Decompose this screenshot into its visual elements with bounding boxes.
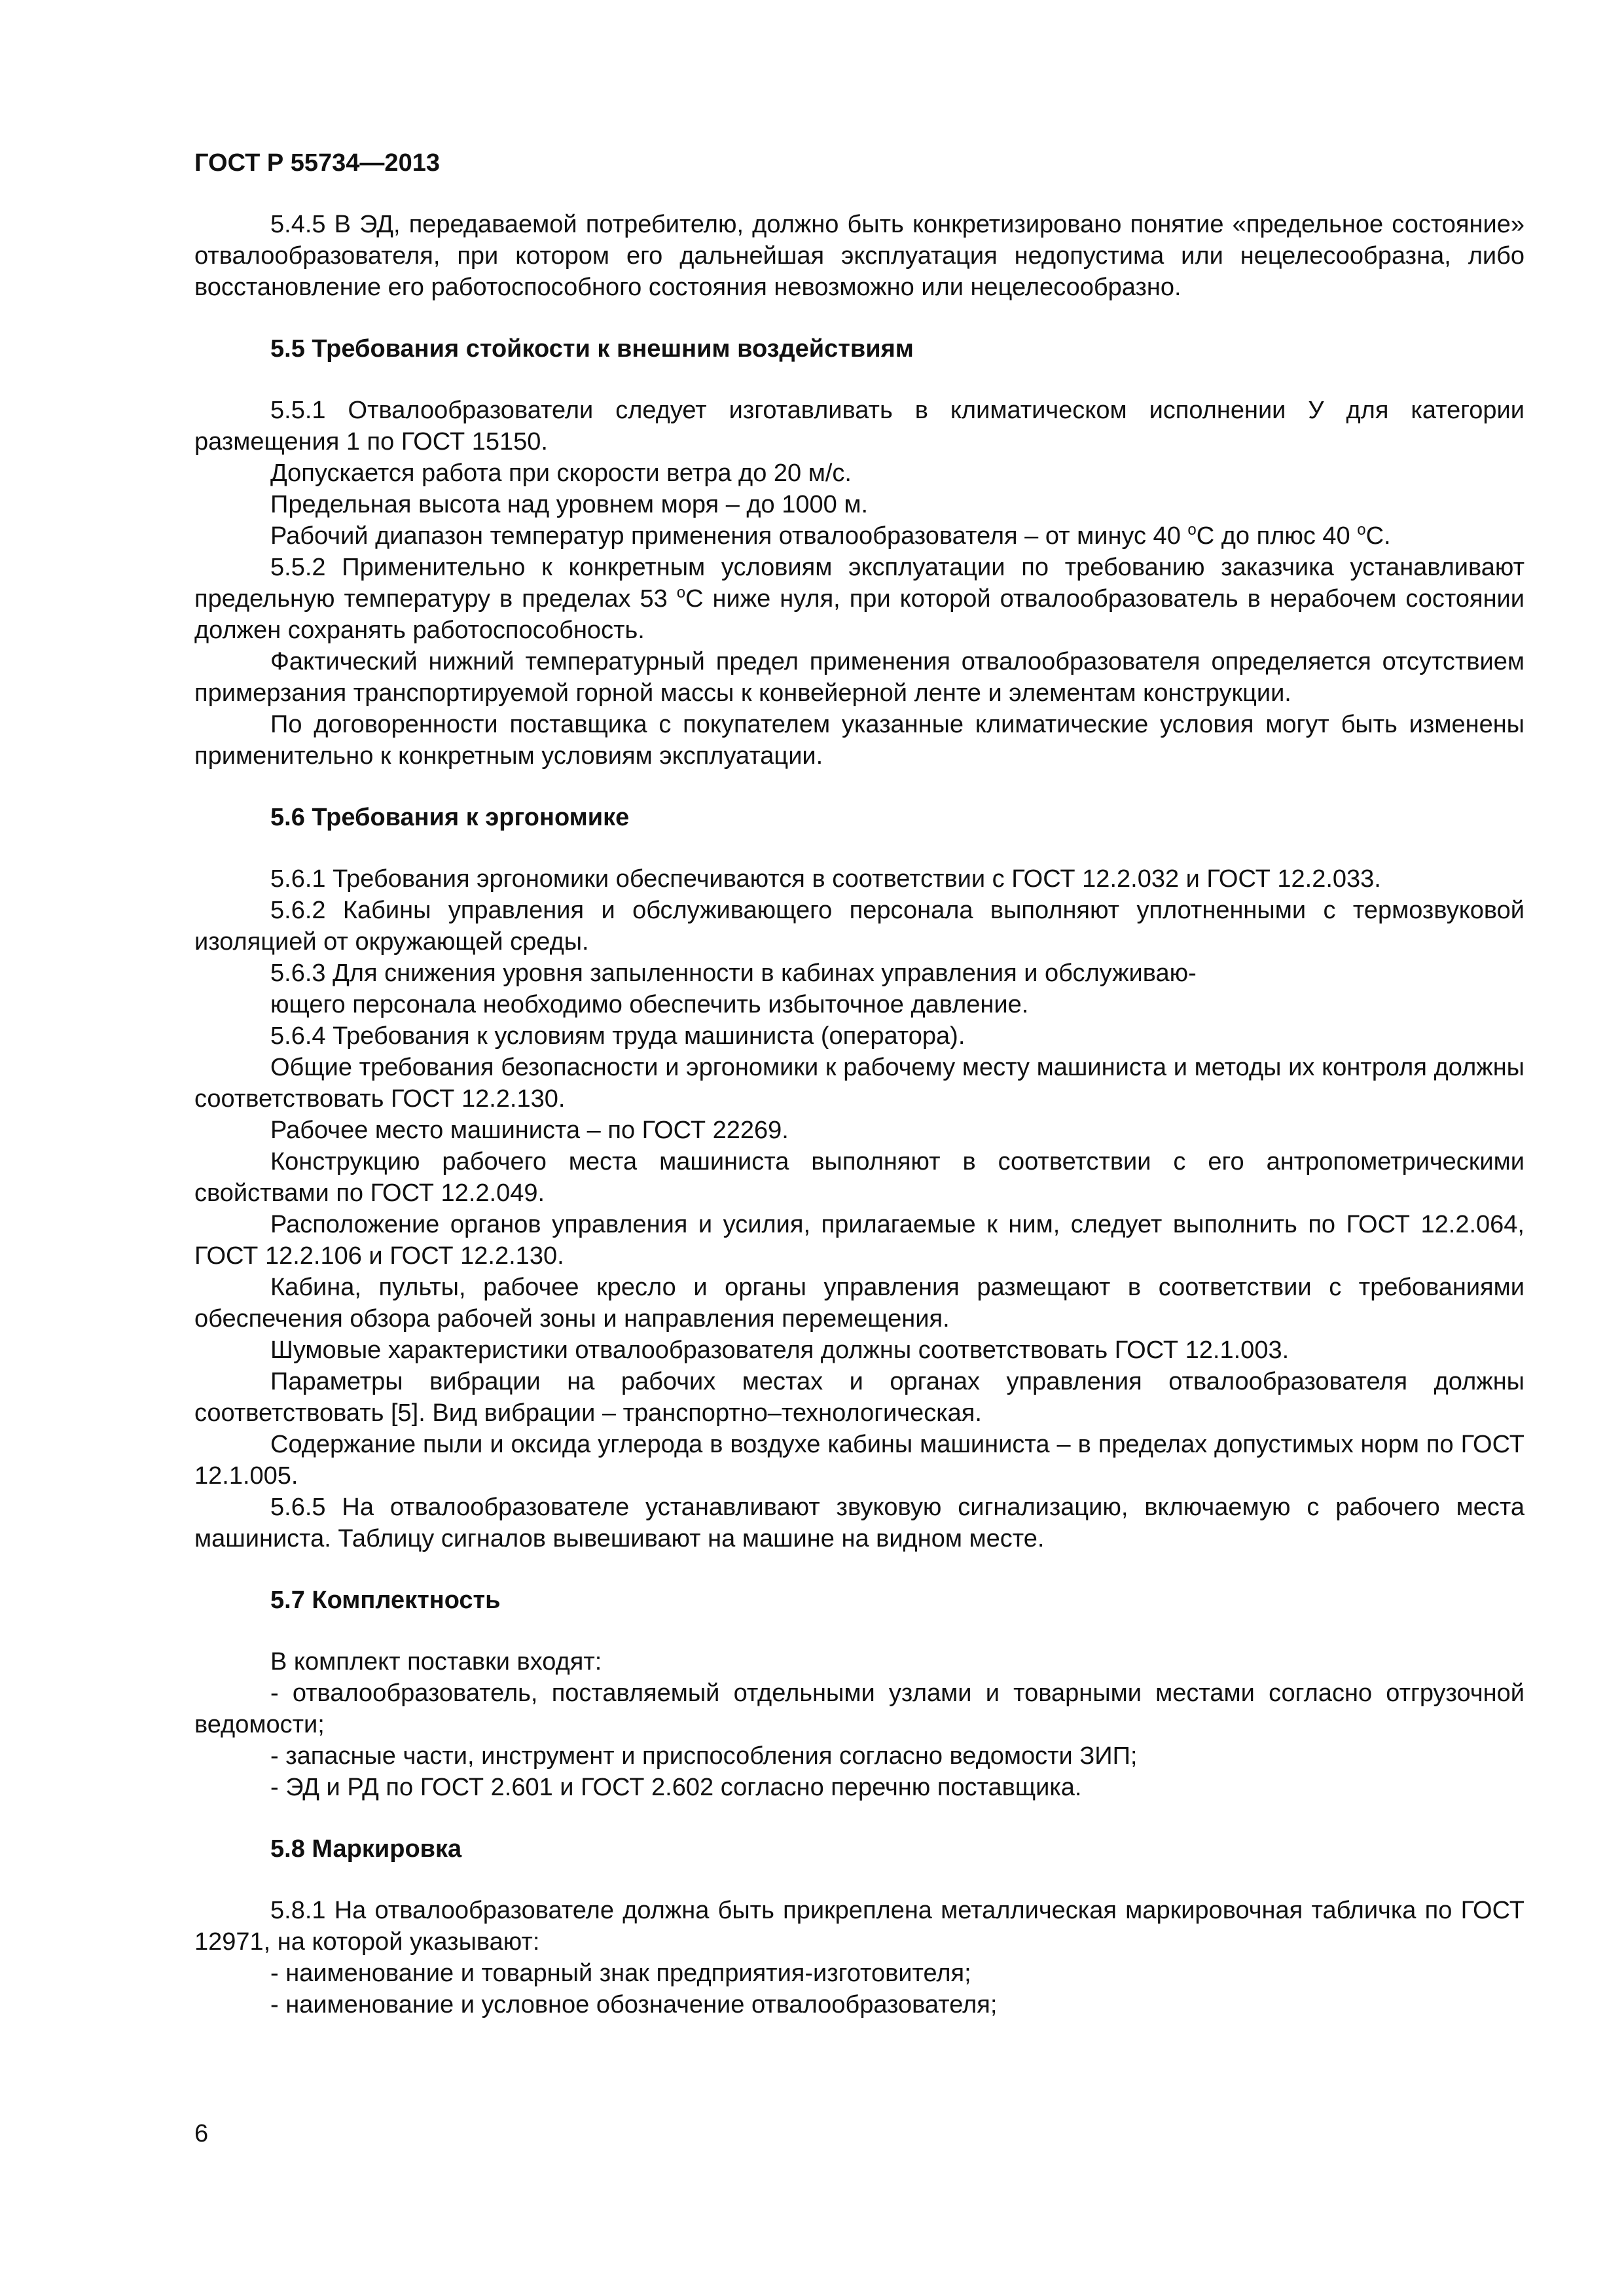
paragraph-5-6-3-cont: ющего персонала необходимо обеспечить избыточное давление. [270, 991, 1029, 1018]
page-number: 6 [194, 2120, 209, 2147]
paragraph-lower-limit: Фактический нижний температурный предел применения отвалообразователя определяется отсутствием примерзания транспортируемой горной массы к конвейерной ленте и элементам конструкции. [194, 648, 1525, 707]
paragraph-temperature-range [194, 520, 1525, 552]
paragraph-5-6-5: 5.6.5 На отвалообразователе устанавливают звуковую сигнализацию, включаемую с рабочего места машиниста. Таблицу сигналов вывешивают на машине на видном месте. [194, 1494, 1525, 1552]
degree-mark: о [1357, 521, 1366, 539]
list-item-unit: - отвалообразователь, поставляемый отдельными узлами и товарными местами согласно отгрузочной ведомости; [194, 1679, 1525, 1738]
paragraph-5-5-2-text-b: С ниже нуля, при которой отвалообразователь в нерабочем состоянии должен сохранять работоспособность. [194, 585, 1525, 644]
section-title-5-8: 5.8 Маркировка [270, 1835, 462, 1863]
paragraph-5-6-2: 5.6.2 Кабины управления и обслуживающего персонала выполняют уплотненными с термозвуковой изоляцией от окружающей среды. [194, 897, 1525, 956]
paragraph-controls-layout: Расположение органов управления и усилия, прилагаемые к ним, следует выполнить по ГОСТ 12.2.064, ГОСТ 12.2.106 и ГОСТ 12.2.130. [194, 1211, 1525, 1270]
list-item-documentation: - ЭД и РД по ГОСТ 2.601 и ГОСТ 2.602 согласно перечню поставщика. [270, 1774, 1082, 1801]
temperature-range-text-b: С до плюс 40 [1196, 522, 1358, 550]
paragraph-vibration: Параметры вибрации на рабочих местах и органах управления отвалообразователя должны соответствовать [5]. Вид вибрации – транспортно–технологическая. [194, 1368, 1525, 1427]
paragraph-delivery-set: В комплект поставки входят: [270, 1648, 602, 1676]
paragraph-altitude: Предельная высота над уровнем моря – до 1000 м. [270, 491, 869, 518]
document-header: ГОСТ Р 55734—2013 [194, 149, 440, 177]
section-title-5-6: 5.6 Требования к эргономике [270, 804, 630, 831]
paragraph-5-4-5: 5.4.5 В ЭД, передаваемой потребителю, должно быть конкретизировано понятие «предельное состояние» отвалообразователя, при котором его дальнейшая эксплуатация недопустима или нецелесообразна, либо восстановление его работоспособного состояния невозможно или нецелесообразно. [194, 211, 1525, 301]
paragraph-wind-speed: Допускается работа при скорости ветра до 20 м/с. [270, 459, 852, 487]
section-title-5-5: 5.5 Требования стойкости к внешним воздействиям [270, 335, 914, 363]
temperature-range-text-a: Рабочий диапазон температур применения отвалообразователя – от минус 40 [270, 522, 1188, 550]
paragraph-5-8-1: 5.8.1 На отвалообразователе должна быть прикреплена металлическая маркировочная табличка по ГОСТ 12971, на которой указывают: [194, 1897, 1525, 1956]
paragraph-5-6-4: 5.6.4 Требования к условиям труда машиниста (оператора). [270, 1022, 965, 1050]
section-title-5-7: 5.7 Комплектность [270, 1587, 501, 1614]
paragraph-agreement: По договоренности поставщика с покупателем указанные климатические условия могут быть изменены применительно к конкретным условиям эксплуатации. [194, 711, 1525, 770]
paragraph-5-5-2-text-a: 5.5.2 Применительно к конкретным условиям эксплуатации по требованию заказчика устанавливают предельную температуру в пределах 53 [194, 554, 1525, 613]
paragraph-workplace-design: Конструкцию рабочего места машиниста выполняют в соответствии с его антропометрическими свойствами по ГОСТ 12.2.049. [194, 1148, 1525, 1207]
paragraph-5-5-1: 5.5.1 Отвалообразователи следует изготавливать в климатическом исполнении У для категории размещения 1 по ГОСТ 15150. [194, 397, 1525, 456]
paragraph-safety-requirements: Общие требования безопасности и эргономики к рабочему месту машиниста и методы их контроля должны соответствовать ГОСТ 12.2.130. [194, 1054, 1525, 1113]
document-page [194, 147, 1525, 2183]
paragraph-5-6-3: 5.6.3 Для снижения уровня запыленности в кабинах управления и обслуживаю- [270, 960, 1197, 987]
paragraph-cabin-layout: Кабина, пульты, рабочее кресло и органы управления размещают в соответствии с требованиями обеспечения обзора рабочей зоны и направления перемещения. [194, 1274, 1525, 1333]
paragraph-noise: Шумовые характеристики отвалообразователя должны соответствовать ГОСТ 12.1.003. [270, 1336, 1290, 1364]
paragraph-dust: Содержание пыли и оксида углерода в воздухе кабины машиниста – в пределах допустимых норм по ГОСТ 12.1.005. [194, 1431, 1525, 1490]
degree-mark: о [1187, 521, 1197, 539]
paragraph-5-6-1: 5.6.1 Требования эргономики обеспечиваются в соответствии с ГОСТ 12.2.032 и ГОСТ 12.2.033. [270, 865, 1381, 893]
list-item-manufacturer: - наименование и товарный знак предприятия-изготовителя; [270, 1960, 971, 1987]
list-item-spare-parts: - запасные части, инструмент и приспособления согласно ведомости ЗИП; [270, 1742, 1138, 1770]
degree-mark: о [676, 584, 686, 601]
temperature-range-text-c: С. [1365, 522, 1391, 550]
paragraph-workplace: Рабочее место машиниста – по ГОСТ 22269. [270, 1117, 789, 1144]
paragraph-5-5-2 [194, 552, 1525, 646]
list-item-designation: - наименование и условное обозначение отвалообразователя; [270, 1991, 998, 2018]
